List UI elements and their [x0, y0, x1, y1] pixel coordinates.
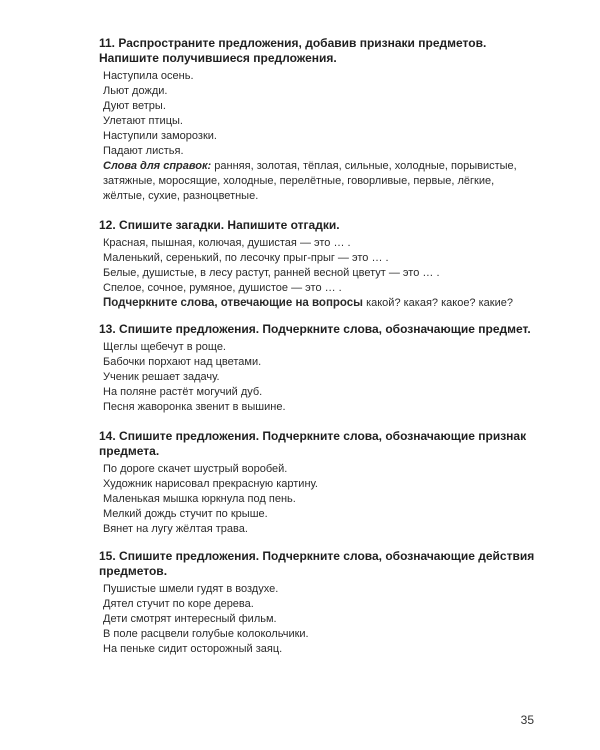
exercise-instruction: Спишите предложения. Подчеркните слова, обозначающие признак предмета.	[99, 429, 527, 458]
exercise-instruction: Спишите предложения. Подчеркните слова, обозначающие предмет.	[119, 322, 531, 336]
sentence-list	[99, 69, 539, 159]
sentence-list	[99, 340, 539, 415]
reference-words-text: ранняя, золотая, тёплая, сильные, холодные, порывистые, затяжные, моросящие, холодные, перелётные, говорливые, первые, лёгкие, жёлтые, сухие, разноцветные.	[103, 160, 517, 202]
exercise-12	[99, 218, 539, 311]
sentence: На пеньке сидит осторожный заяц.	[103, 643, 283, 655]
sentence: Дуют ветры.	[103, 100, 166, 112]
exercise-14	[99, 429, 539, 537]
sentence: Ученик решает задачу.	[103, 371, 220, 383]
exercise-instruction: Спишите загадки. Напишите отгадки.	[119, 218, 340, 232]
exercise-title	[99, 218, 539, 233]
exercise-13	[99, 322, 539, 415]
sentence-list	[99, 582, 539, 657]
sentence: Художник нарисовал прекрасную картину.	[103, 478, 318, 490]
page-number: 35	[520, 713, 534, 727]
exercise-instruction: Спишите предложения. Подчеркните слова, обозначающие действия предметов.	[99, 549, 535, 578]
sentence: Дятел стучит по коре дерева.	[103, 598, 254, 610]
sentence: Льют дожди.	[103, 85, 168, 97]
riddle: Белые, душистые, в лесу растут, ранней весной цветут — это … .	[103, 267, 440, 279]
sentence: Вянет на лугу жёлтая трава.	[103, 523, 248, 535]
reference-words	[99, 159, 539, 204]
sentence: Дети смотрят интересный фильм.	[103, 613, 277, 625]
exercise-title	[99, 36, 539, 66]
exercise-title	[99, 549, 539, 579]
exercise-number: 14.	[99, 429, 116, 443]
sentence: По дороге скачет шустрый воробей.	[103, 463, 288, 475]
follow-up-task-bold: Подчеркните слова, отвечающие на вопросы	[103, 297, 364, 309]
sentence-list	[99, 462, 539, 537]
follow-up-task-questions: какой? какая? какое? какие?	[363, 297, 513, 309]
exercise-number: 12.	[99, 218, 116, 232]
exercise-title	[99, 429, 539, 459]
riddle: Красная, пышная, колючая, душистая — это … .	[103, 237, 351, 249]
sentence: Бабочки порхают над цветами.	[103, 356, 262, 368]
exercise-11	[99, 36, 539, 204]
follow-up-task	[99, 296, 539, 311]
sentence: Щеглы щебечут в роще.	[103, 341, 226, 353]
sentence: Улетают птицы.	[103, 115, 183, 127]
exercise-title	[99, 322, 539, 337]
riddle: Спелое, сочное, румяное, душистое — это … .	[103, 282, 342, 294]
riddle: Маленький, серенький, по лесочку прыг-прыг — это … .	[103, 252, 389, 264]
exercise-instruction: Распространите предложения, добавив признаки предметов. Напишите получившиеся предложения.	[99, 36, 487, 65]
exercise-number: 15.	[99, 549, 116, 563]
sentence: Песня жаворонка звенит в вышине.	[103, 401, 286, 413]
sentence: На поляне растёт могучий дуб.	[103, 386, 263, 398]
sentence: Наступили заморозки.	[103, 130, 217, 142]
exercise-number: 11.	[99, 36, 116, 50]
sentence: Пушистые шмели гудят в воздухе.	[103, 583, 279, 595]
sentence: Мелкий дождь стучит по крыше.	[103, 508, 268, 520]
exercise-number: 13.	[99, 322, 116, 336]
riddle-list	[99, 236, 539, 296]
sentence: Маленькая мышка юркнула под пень.	[103, 493, 296, 505]
reference-words-label: Слова для справок:	[103, 160, 212, 172]
sentence: Наступила осень.	[103, 70, 194, 82]
exercise-15	[99, 549, 539, 657]
sentence: В поле расцвели голубые колокольчики.	[103, 628, 309, 640]
sentence: Падают листья.	[103, 145, 184, 157]
